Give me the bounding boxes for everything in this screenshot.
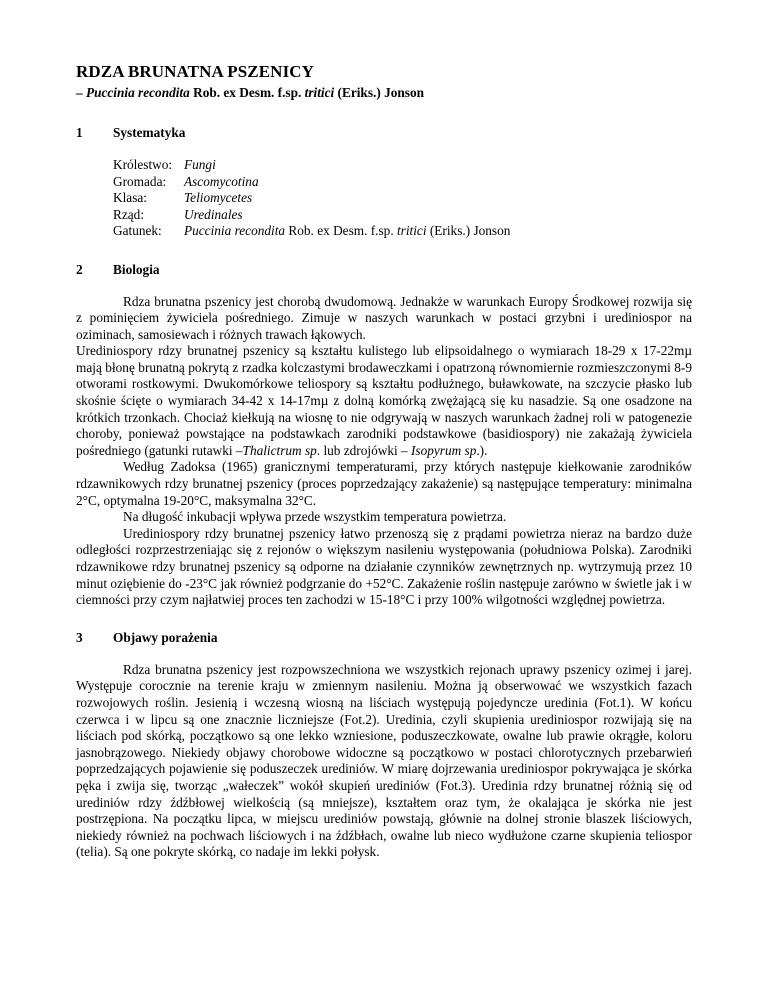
systematics-key: Rząd: bbox=[113, 206, 145, 222]
systematics-row bbox=[113, 157, 692, 174]
section-title: Objawy porażenia bbox=[113, 629, 218, 645]
subtitle-suffix: (Eriks.) Jonson bbox=[334, 85, 424, 100]
systematics-value bbox=[184, 174, 259, 191]
systematics-row bbox=[113, 223, 692, 240]
document-page bbox=[76, 62, 692, 861]
section-title: Biologia bbox=[113, 261, 160, 277]
biology-p2-text: Urediniospory rdzy brunatnej pszenicy są kształtu kulistego lub elipsoidalnego o wymiarach 18-29 x 17-22mµ mają błonę brunatną pokrytą z rzadka kolczastymi brodaweczkami i opatrzoną równomiernie rozmieszczonymi 8-9 otworami rostkowymi. Dwukomórkowe teliospory są kształtu podłużnego, buławkowate, na szczycie płasko lub skośnie ścięte o wymiarach 34-42 x 14-17mµ z dolną komórką zwężającą się ku nasadzie. Są one osadzone na krótkich trzonkach. Chociaż kiełkują na wiosnę to nie odgrywają w naszych warunkach żadnej roli w patogenezie choroby, ponieważ powstające na podstawkach zarodniki podstawkowe (basidiospory) nie zakażają żywiciela pośredniego (gatunki rutawki – bbox=[76, 343, 692, 458]
systematics-table bbox=[113, 157, 692, 240]
systematics-value bbox=[184, 223, 510, 240]
biology-paragraph-4: Na długość inkubacji wpływa przede wszystkim temperatura powietrza. bbox=[123, 509, 507, 525]
section-number: 2 bbox=[76, 261, 83, 277]
systematics-value-text: Uredinales bbox=[184, 206, 243, 222]
biology-p2-italic-isopyrum: Isopyrum sp bbox=[410, 442, 477, 458]
biology-p2-text-b: . lub zdrojówki – bbox=[316, 442, 411, 458]
biology-p2-italic-thalictrum: Thalictrum sp bbox=[242, 442, 317, 458]
systematics-row bbox=[113, 207, 692, 224]
systematics-value-genus: Puccinia recondita bbox=[184, 223, 286, 238]
section-number: 3 bbox=[76, 629, 83, 645]
section-heading-biology bbox=[76, 262, 692, 278]
section-heading-symptoms bbox=[76, 630, 692, 646]
subtitle-prefix: – bbox=[76, 85, 86, 100]
subtitle-mid: Rob. ex Desm. f.sp. bbox=[189, 85, 305, 100]
subtitle-genus: Puccinia recondita bbox=[85, 85, 190, 100]
systematics-value-forma: tritici bbox=[396, 223, 427, 238]
systematics-value bbox=[184, 157, 216, 174]
systematics-value bbox=[184, 207, 243, 224]
systematics-key: Gromada: bbox=[113, 173, 167, 189]
document-title: RDZA BRUNATNA PSZENICY bbox=[76, 62, 315, 81]
systematics-key: Klasa: bbox=[113, 190, 147, 205]
section-title: Systematyka bbox=[113, 125, 186, 140]
biology-p2-text-c: .). bbox=[476, 442, 488, 458]
systematics-value bbox=[184, 190, 252, 207]
systematics-row bbox=[113, 174, 692, 191]
systematics-key: Królestwo: bbox=[113, 157, 173, 172]
biology-paragraph-3: Według Zadoksa (1965) granicznymi temperaturami, przy których następuje kiełkowanie zarodników rdzawnikowych rdzy brunatnej pszenicy (proces poprzedzający zakażenie) są następujące temperatury: minimalna 2°C, optymalna 19-20°C, maksymalna 32°C. bbox=[76, 459, 692, 508]
biology-paragraph-5: Urediniospory rdzy brunatnej pszenicy łatwo przenoszą się z prądami powietrza nieraz na bardzo duże odległości rozprzestrzeniając się z rejonów o większym nasileniu występowania (południowa Polska). Zarodniki rdzawnikowe rdzy brunatnej pszenicy są odporne na działanie czynników zewnętrznych np. wytrzymują przez 10 minut oziębienie do -23°C jak również podgrzanie do +52°C. Zakażenie roślin następuje zarówno w świetle jak i w ciemności przy czym najłatwiej proces ten zachodzi w 15-18°C i przy 100% wilgotności względnej powietrza. bbox=[76, 525, 692, 608]
systematics-row bbox=[113, 190, 692, 207]
systematics-value-author: Rob. ex Desm. f.sp. bbox=[285, 223, 397, 238]
subtitle-forma: tritici bbox=[304, 85, 335, 100]
section-heading-systematics bbox=[76, 125, 692, 141]
systematics-value-author2: (Eriks.) Jonson bbox=[426, 223, 511, 238]
section-number: 1 bbox=[76, 125, 83, 140]
biology-paragraph-1: Rdza brunatna pszenicy jest chorobą dwudomową. Jednakże w warunkach Europy Środkowej rozwija się z pominięciem żywiciela pośredniego. Zimuje w naszych warunkach w postaci grzybni i urediniospor na oziminach, samosiewach i różnych trawach łąkowych. bbox=[76, 293, 692, 342]
document-subtitle bbox=[76, 85, 692, 101]
biology-paragraph-2 bbox=[76, 343, 692, 459]
symptoms-paragraph-1: Rdza brunatna pszenicy jest rozpowszechniona we wszystkich rejonach uprawy pszenicy ozimej i jarej. Występuje corocznie na terenie kraju w zmiennym nasileniu. Można ją obserwować we wszystkich fazach rozwojowych roślin. Jesienią i wczesną wiosną na liściach występują pojedyncze uredinia (Fot.1). W końcu czerwca i w lipcu są one znacznie liczniejsze (Fot.2). Uredinia, czyli skupienia urediniospor rozwijają się na liściach pod skórką, początkowo są one lekko wzniesione, poduszeczkowate, owalne lub prawie okrągłe, koloru jasnobrązowego. Niekiedy objawy chorobowe widoczne są początkowo w postaci chlorotycznych przebarwień poprzedzających pojawienie się poduszeczek urediniów. W miarę dojrzewania urediniospor pokrywająca je skórka pęka i zwija się, tworząc „wałeczek” wokół skupień urediniów (Fot.3). Uredinia rdzy brunatnej różnią się od urediniów rdzy źdźbłowej wielkością (są mniejsze), kształtem oraz tym, że okalająca je skórka nie jest postrzępiona. Na początku lipca, w miejscu urediniów powstają, głównie na dolnej stronie blaszek liściowych, niekiedy również na pochwach liściowych i na źdźbłach, owalne lub nieco wydłużone czarne skupienia teliospor (telia). Są one pokryte skórką, co nadaje im lekki połysk. bbox=[76, 661, 692, 860]
systematics-value-text: Fungi bbox=[184, 157, 216, 172]
systematics-value-text: Ascomycotina bbox=[184, 173, 259, 189]
systematics-key: Gatunek: bbox=[113, 223, 162, 238]
systematics-value-text: Teliomycetes bbox=[184, 190, 253, 205]
